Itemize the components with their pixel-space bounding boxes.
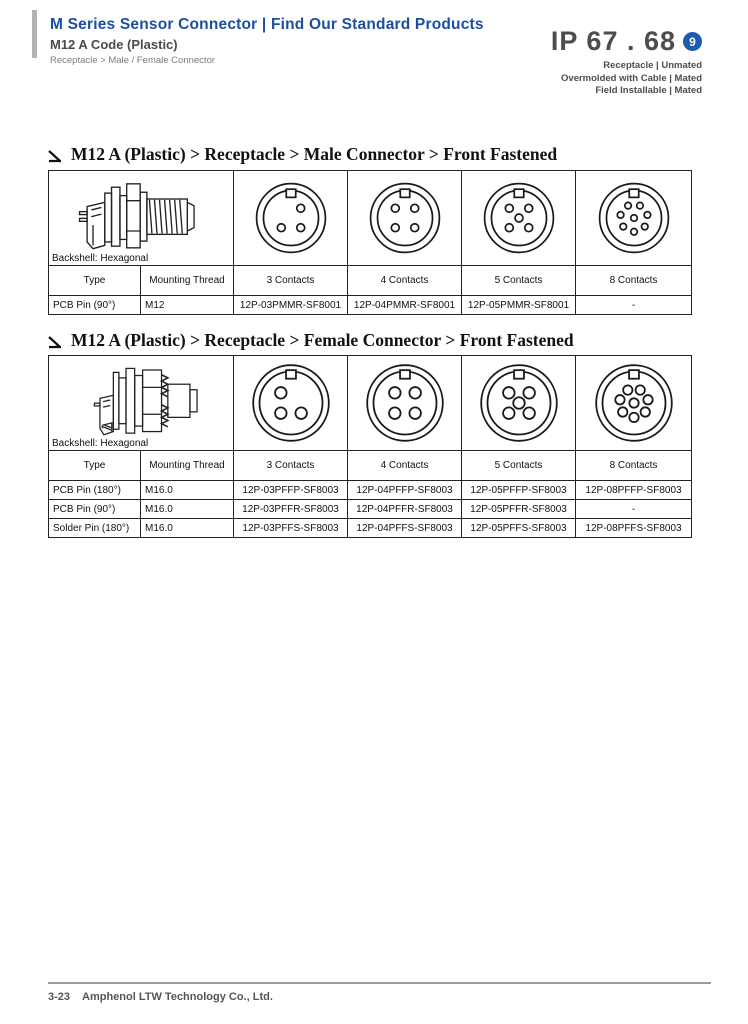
backshell-label: Backshell: Hexagonal [52,253,149,264]
ip-rating-block [551,26,702,98]
section-title-female [48,330,574,351]
face-view-5-contacts-male [476,175,562,261]
ip-rating: IP 67 . 68 [550,26,676,56]
face-view-cell [348,171,462,266]
thread-cell: M16.0 [141,519,234,538]
company-name: Amphenol LTW Technology Co., Ltd. [82,991,273,1003]
type-cell: PCB Pin (90°) [49,296,141,315]
left-accent-bar [32,10,37,58]
corner-arrow-icon [48,150,62,163]
section-title-text: M12 A (Plastic) > Receptacle > Female Connector > Front Fastened [71,330,574,350]
type-cell: PCB Pin (180°) [49,481,141,500]
footer-divider [48,982,711,984]
face-view-cell [576,356,692,451]
face-view-cell [462,171,576,266]
part-number-cell: 12P-03PFFR-SF8003 [234,500,348,519]
face-view-3-contacts-male [248,175,334,261]
table-row [49,500,692,519]
part-number-cell: 12P-04PFFR-SF8003 [348,500,462,519]
table-row [49,296,692,315]
column-header-type: Type [49,266,141,296]
part-number-cell: 12P-04PFFS-SF8003 [348,519,462,538]
breadcrumb: Receptacle > Male / Female Connector [50,55,216,66]
ip-condition-line: Field Installable | Mated [595,85,702,96]
part-number-cell: 12P-04PFFP-SF8003 [348,481,462,500]
part-number-cell: 12P-03PFFS-SF8003 [234,519,348,538]
part-number-cell: 12P-04PMMR-SF8001 [348,296,462,315]
face-view-cell [234,356,348,451]
part-number-cell: 12P-03PFFP-SF8003 [234,481,348,500]
column-header-4-contacts: 4 Contacts [348,266,462,296]
ip-condition-line: Receptacle | Unmated [603,60,702,71]
face-view-cell [576,171,692,266]
part-number-cell: 12P-05PFFP-SF8003 [462,481,576,500]
page-number: 3-23 [48,991,71,1003]
male-connector-table [48,170,692,315]
face-view-4-contacts-female [360,358,450,448]
face-view-cell [234,171,348,266]
part-number-cell: 12P-05PFFR-SF8003 [462,500,576,519]
footer [48,991,273,1003]
section-title-text: M12 A (Plastic) > Receptacle > Male Connector > Front Fastened [71,144,558,164]
series-subtitle: M12 A Code (Plastic) [50,37,178,52]
face-view-cell [462,356,576,451]
corner-arrow-icon [48,336,62,349]
male-side-view-cell [49,171,234,266]
female-side-view-cell [49,356,234,451]
part-number-cell: 12P-05PFFS-SF8003 [462,519,576,538]
type-cell: PCB Pin (90°) [49,500,141,519]
face-view-5-contacts-female [474,358,564,448]
thread-cell: M16.0 [141,500,234,519]
male-connector-side-view-drawing [61,173,221,257]
column-header-mounting-thread: Mounting Thread [141,451,234,481]
face-view-4-contacts-male [362,175,448,261]
column-header-3-contacts: 3 Contacts [234,451,348,481]
part-number-cell: - [576,296,692,315]
column-header-5-contacts: 5 Contacts [462,266,576,296]
part-number-cell: 12P-05PMMR-SF8001 [462,296,576,315]
page-title: M Series Sensor Connector | Find Our Standard Products [50,16,484,33]
column-header-type: Type [49,451,141,481]
ip-badge: 9 [683,32,702,51]
table-row [49,481,692,500]
table-row [49,519,692,538]
female-connector-side-view-drawing [66,358,216,442]
face-view-8-contacts-female [589,358,679,448]
face-view-3-contacts-female [246,358,336,448]
column-header-4-contacts: 4 Contacts [348,451,462,481]
column-header-mounting-thread: Mounting Thread [141,266,234,296]
section-title-male [48,144,557,165]
backshell-label: Backshell: Hexagonal [52,438,149,449]
part-number-cell: 12P-03PMMR-SF8001 [234,296,348,315]
part-number-cell: 12P-08PFFP-SF8003 [576,481,692,500]
thread-cell: M12 [141,296,234,315]
type-cell: Solder Pin (180°) [49,519,141,538]
column-header-5-contacts: 5 Contacts [462,451,576,481]
column-header-3-contacts: 3 Contacts [234,266,348,296]
female-connector-table [48,355,692,538]
face-view-8-contacts-male [591,175,677,261]
column-header-8-contacts: 8 Contacts [576,451,692,481]
thread-cell: M16.0 [141,481,234,500]
ip-condition-line: Overmolded with Cable | Mated [561,72,702,84]
part-number-cell: 12P-08PFFS-SF8003 [576,519,692,538]
column-header-8-contacts: 8 Contacts [576,266,692,296]
face-view-cell [348,356,462,451]
part-number-cell: - [576,500,692,519]
